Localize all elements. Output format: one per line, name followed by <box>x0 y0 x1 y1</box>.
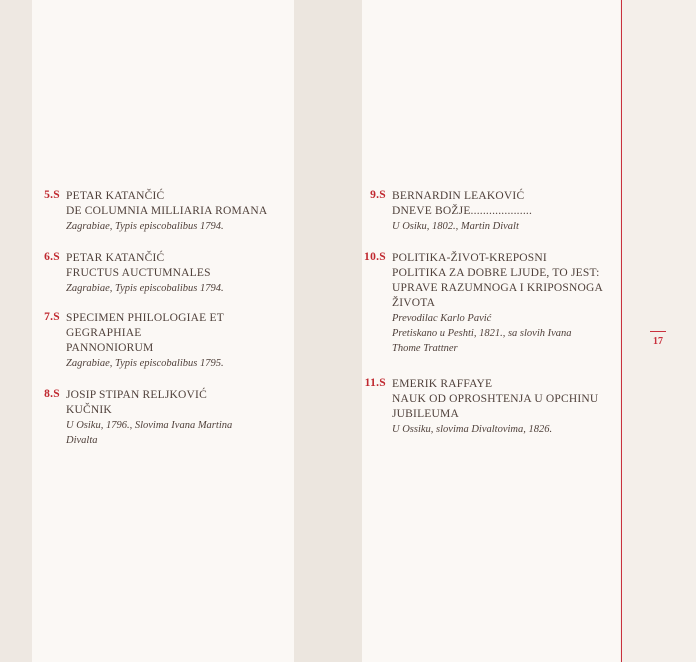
entry-number: 5.S <box>44 189 60 201</box>
entry-title-line: FRUCTUS AUCTUMNALES <box>66 267 211 279</box>
entry-number: 7.S <box>44 311 60 323</box>
entry-number: 9.S <box>370 189 386 201</box>
entry-title-line: EMERIK RAFFAYE <box>392 378 493 390</box>
entry-title-line: BERNARDIN LEAKOVIĆ <box>392 190 525 202</box>
entry-title-line: KUČNIK <box>66 404 112 416</box>
entry-title-line: ŽIVOTA <box>392 297 436 309</box>
entry-number: 11.S <box>364 377 386 389</box>
page-number: 17 <box>653 336 663 347</box>
entry-note: Zagrabiae, Typis episcobalibus 1795. <box>66 358 224 369</box>
entry-title-line: JUBILEUMA <box>392 408 459 420</box>
gutter-band <box>294 0 362 662</box>
entry-note: Zagrabiae, Typis episcobalibus 1794. <box>66 283 224 294</box>
entry-title-line: UPRAVE RAZUMNOGA I KRIPOSNOGA <box>392 282 604 294</box>
entry-title-line: NAUK OD OPROSHTENJA U OPCHINU <box>392 393 599 405</box>
entry-title-line: SPECIMEN PHILOLOGIAE ET <box>66 312 224 324</box>
entry-number: 10.S <box>364 251 386 263</box>
entry-note: Divalta <box>66 435 98 446</box>
entry-note: U Osiku, 1802., Martin Divalt <box>392 221 519 232</box>
entry-title-line: DNEVE BOŽJE.................... <box>392 205 533 217</box>
entry-title-line: POLITIKA-ŽIVOT-KREPOSNI <box>392 252 547 264</box>
entry-title-line: DE COLUMNIA MILLIARIA ROMANA <box>66 205 268 217</box>
entry-title-line: PETAR KATANČIĆ <box>66 190 165 202</box>
entry-title-line: JOSIP STIPAN RELJKOVIĆ <box>66 389 207 401</box>
entry-note: U Osiku, 1796., Slovima Ivana Martina <box>66 420 233 431</box>
entry-note: Thome Trattner <box>392 343 458 354</box>
entry-note: U Ossiku, slovima Divaltovima, 1826. <box>392 424 553 435</box>
entry-note: Pretiskano u Peshti, 1821., sa slovih Ivana <box>392 328 572 339</box>
left-margin-band <box>0 0 32 662</box>
entry-number: 8.S <box>44 388 60 400</box>
entry-title-line: PETAR KATANČIĆ <box>66 252 165 264</box>
page-number-rule <box>650 331 666 332</box>
entry-number: 6.S <box>44 251 60 263</box>
entry-title-line: POLITIKA ZA DOBRE LJUDE, TO JEST: <box>392 267 600 279</box>
entry-note: Prevodilac Karlo Pavić <box>392 313 492 324</box>
entry-title-line: PANNONIORUM <box>66 342 154 354</box>
entry-note: Zagrabiae, Typis episcobalibus 1794. <box>66 221 224 232</box>
entry-title-line: GEGRAPHIAE <box>66 327 142 339</box>
